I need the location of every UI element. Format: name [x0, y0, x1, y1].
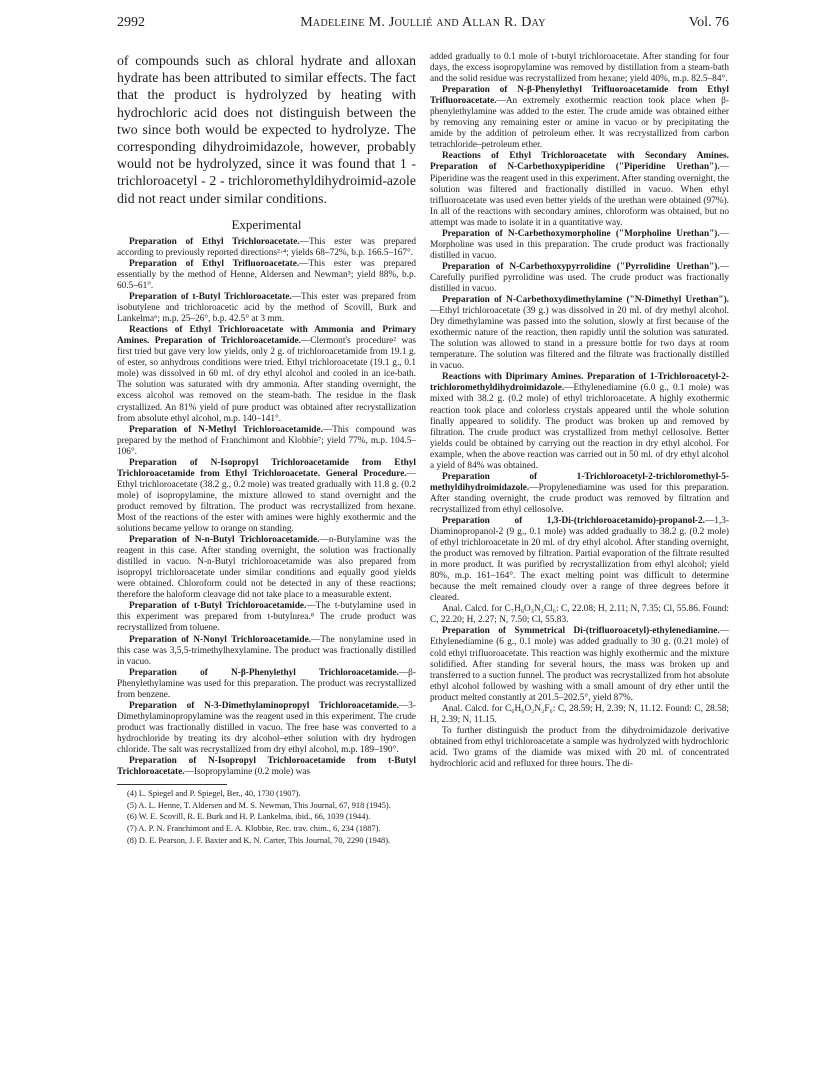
subheading: Preparation of t-Butyl Trichloroacetate. [129, 292, 292, 303]
paragraph [430, 516, 729, 604]
paragraph-text: —The t-butylamine used in this experiment was prepared from t-butylurea.⁸ The crude product was recrystallized from toluene. [117, 601, 416, 634]
paragraph-text: —Clermont's procedure² was first tried but gave very low yields, only 2 g. of trichloroacetamide from 19.1 g. of ester, so anhydrous conditions were tried. Ethyl trichloroacetate (19.1 g., 0.1 mole) was dissolved in 60 ml. of dry ethyl alcohol and cooled in an ice-bath. The solution was saturated with dry ammonia. After standing overnight, the excess alcohol was removed on the steam-bath. The residue in the flask crystallized. An 81% yield of pure product was obtained after recrystallization from absolute ethyl alcohol, m.p. 140–141°. [117, 336, 416, 424]
subheading: Preparation of 1-Trichloroacetyl-2-trichloromethyl-5-methyldihydroimidazole. [430, 471, 729, 493]
paragraph-text: —n-Butylamine was the reagent in this case. After standing overnight, the solution was fractionally distilled in vacuo. N-n-Butyl trichloroacetamide was also prepared from isopropyl trichloroacetate under similar conditions and equally good yields were obtained. Chloroform could not be detected in any of these reactions; therefore the haloform cleavage did not take place to a measurable extent. [117, 535, 416, 601]
footnote: (6) W. E. Scovill, R. E. Burk and H. P. Lankelma, ibid., 66, 1039 (1944). [127, 812, 371, 822]
paragraph-text: —This ester was prepared from isobutylene and trichloroacetic acid by the method of Scovill, Burk and Lankelma⁶; m.p. 25–26°, b.p. 42.5° at 3 mm. [117, 292, 417, 325]
footnote: (7) A. P. N. Franchimont and E. A. Klobbie, Rec. trav. chim., 6, 234 (1887). [127, 823, 381, 833]
subheading: Preparation of N-Carbethoxymorpholine ("Morpholine Urethan"). [442, 228, 720, 239]
paragraph-text: —1,3-Diaminopropanol-2 (9 g., 0.1 mole) was added gradually to 38.2 g. (0.2 mole) of ethyl trichloroacetate in 20 ml. of dry ethyl alcohol. After standing overnight, the product was removed by filtration. Partial evaporation of the filtrate resulted in more product. It was purified by recrystallization from ethyl alcohol; yield 80%, m.p. 161–164°. The exact melting point was difficult to determine because the melt remained cloudy over a range of three degrees before it cleared. [430, 515, 729, 604]
footnote-rule [117, 784, 227, 785]
paragraph [117, 668, 416, 701]
subheading: Reactions of Ethyl Trichloroacetate with Ammonia and Primary Amines. Preparation of Trichloroacetamide. [117, 325, 416, 347]
paragraph [117, 535, 416, 601]
paragraph: To further distinguish the product from the dihydroimidazole derivative obtained from ethyl trichloroacetate a sample was hydrolyzed with hydrochloric acid. Two grams of the diamide was mixed with 20 ml. of concentrated hydrochloric acid and refluxed for three hours. The di- [430, 725, 729, 769]
paragraph [117, 237, 416, 259]
running-head [117, 12, 729, 34]
subheading: Preparation of N-Nonyl Trichloroacetamide. [129, 634, 312, 645]
subheading: Reactions with Diprimary Amines. Preparation of 1-Trichloroacetyl-2-trichloromethyldihydroimidazole. [430, 372, 729, 394]
subheading: Preparation of N-Methyl Trichloroacetamide. [129, 424, 323, 435]
paragraph [117, 458, 416, 535]
paragraph [430, 262, 729, 295]
subheading: Preparation of N-n-Butyl Trichloroacetamide. [129, 535, 320, 546]
running-title: Madeleine M. Joullié and Allan R. Day [300, 15, 546, 30]
paragraph-text: —Ethyl trichloroacetate (39 g.) was dissolved in 20 ml. of dry methyl alcohol. Dry dimethylamine was passed into the solution, slowly at first because of the exothermic nature of the reaction, then rapidly until the solution was saturated. The solution was allowed to stand in a pressure bottle for two days at room temperature. The solution was filtered and the filtrate was fractionally distilled in vacuo. [430, 306, 729, 372]
footnote: (8) D. E. Pearson, J. F. Baxter and K. N. Carter, This Journal, 70, 2290 (1948). [127, 835, 391, 845]
paragraph-text: —Ethylenediamine (6.0 g., 0.1 mole) was mixed with 38.2 g. (0.2 mole) of ethyl trichloroacetate. A highly exothermic reaction took place and colorless crystals appeared until the whole solution finally appeared to solidify. The product was broken up and removed by filtration. The crude product was crystallized from methyl cellosolve. Better yields could be obtained by carrying out the reaction in dry ethyl alcohol. For example, when the above reaction was carried out in 50 ml. of dry ethyl alcohol a yield of 84% was obtained. [430, 383, 729, 471]
section-heading: Experimental [231, 216, 302, 232]
paragraph [117, 601, 416, 634]
subheading: Reactions of Ethyl Trichloroacetate with Secondary Amines. Preparation of N-Carbethoxypiperidine ("Piperidine Urethan"). [430, 151, 729, 173]
subheading: Preparation of N-Isopropyl Trichloroacetamide from Ethyl Trichloroacetamide from Ethyl Trichloroacetate. General Procedure. [117, 457, 416, 479]
subheading: Preparation of N-β-Phenylethyl Trichloroacetamide. [129, 667, 399, 678]
paragraph-text: —Isopropylamine (0.2 mole) was [184, 767, 311, 778]
subheading: Preparation of N-Carbethoxydimethylamine ("N-Dimethyl Urethan"). [442, 295, 729, 306]
subheading: Preparation of Symmetrical Di-(trifluoroacetyl)-ethylenediamine. [442, 626, 720, 637]
paragraph-text: —3-Dimethylaminopropylamine was the reagent used in this experiment. The crude product was fractionally distilled in vacuo. The free base was converted to a hydrochloride by treating its dry alcohol–ether solution with dry hydrogen chloride. The salt was recrystallized from dry ethyl alcohol, m.p. 189–190°. [117, 700, 416, 755]
paragraph-text: —Ethylenediamine (6 g., 0.1 mole) was added gradually to 30 g. (0.21 mole) of cold ethyl trifluoroacetate. This reaction was highly exothermic and the mixture solidified. After standing for several hours, the mass was broken up and transferred to a suction funnel. The product was recrystallized from hot absolute ethyl alcohol followed by washing with a small amount of dry ether until the product melted constantly at 201.5–202.5°, yield 87%. [430, 626, 729, 703]
left-column [117, 52, 416, 846]
right-column [430, 52, 729, 770]
paragraph [117, 292, 416, 325]
paragraph-continued: added gradually to 0.1 mole of t-butyl trichloroacetate. After standing for four days, the excess isopropylamine was removed by distillation from a steam-bath and the solid residue was recrystallized from hexane; yield 40%, m.p. 82.5–84°. [430, 52, 729, 85]
paragraph [430, 151, 729, 228]
subheading: Preparation of Ethyl Trichloroacetate. [129, 236, 300, 247]
paragraph [430, 85, 729, 151]
subheading: Preparation of Ethyl Trifluoroacetate. [129, 258, 300, 269]
paragraph-text: —This ester was prepared essentially by the method of Henne, Aldersen and Newman⁵; yield 88%, b.p. 60.5–61°. [117, 258, 417, 292]
subheading: Preparation of N-Carbethoxypyrrolidine ("Pyrrolidine Urethan"). [442, 261, 720, 272]
paragraph [430, 229, 729, 262]
paragraph-text: —Morpholine was used in this preparation. The crude product was fractionally distilled in vacuo. [430, 228, 729, 261]
paragraph-text: —Ethyl trichloroacetate (38.2 g., 0.2 mole) was treated gradually with 11.8 g. (0.2 mole) of isopropylamine, the mixture allowed to stand overnight and the product removed by filtration. The product was recrystallized from hexane. Most of the reactions of the ester with amines were highly exothermic and the solutions became yellow to orange on standing. [117, 468, 416, 535]
paragraph-text: —β-Phenylethylamine was used for this preparation. The product was recrystallized from benzene. [117, 667, 416, 700]
analysis-paragraph: Anal. Calcd. for C₆H₆O₂N₂F₆: C, 28.59; H, 2.39; N, 11.12. Found: C, 28.58; H, 2.39; N, 11.15. [430, 703, 729, 725]
subheading: Preparation of N-Isopropyl Trichloroacetamide from t-Butyl Trichloroacetate. [117, 756, 416, 778]
paragraph-text: —This ester was prepared according to previously reported directions²·⁴; yields 68–72%, b.p. 166.5–167°. [117, 236, 417, 258]
paragraph [430, 626, 729, 703]
paragraph [430, 295, 729, 372]
subheading: Preparation of N-3-Dimethylaminopropyl Trichloroacetamide. [129, 700, 399, 711]
paragraph [430, 472, 729, 516]
page-number: 2992 [117, 15, 145, 30]
paragraph-text: —Propylenediamine was used for this preparation. After standing overnight, the crude product was removed by filtration and recrystallized from ethyl cellosolve. [430, 482, 729, 515]
paragraph-text: —This compound was prepared by the method of Franchimont and Klobbie⁷; yield 77%, m.p. 104.5–106°. [117, 424, 416, 457]
footnote: (4) L. Spiegel and P. Spiegel, Ber., 40, 1730 (1907). [127, 789, 301, 799]
analysis-paragraph: Anal. Calcd. for C₇H₈O₃N₂Cl₆: C, 22.08; H, 2.11; N, 7.35; Cl, 55.86. Found: C, 22.20; H, 2.27; N, 7.50; Cl, 55.83. [430, 604, 729, 626]
paragraph-text: —An extremely exothermic reaction took place when β-phenylethylamine was added to the ester. The crude amide was obtained either by removing any remaining ester or amine in vacuo or by precipitating the amide by the addition of petroleum ether. It was recrystallized from carbon tetrachloride–petroleum ether. [430, 96, 729, 151]
footnote: (5) A. L. Henne, T. Aldersen and M. S. Newman, This Journal, 67, 918 (1945). [127, 800, 391, 810]
subheading: Preparation of t-Butyl Trichloroacetamide. [129, 601, 307, 612]
intro-paragraph: of compounds such as chloral hydrate and alloxan hydrate has been attributed to similar effects. The fact that the product is hydrolyzed by heating with hydrochloric acid does not distinguish between the two since both would be expected to hydrolyze. The corresponding dihydroimidazole, however, probably would not be hydrolyzed, since it was found that 1 - trichloroacetyl - 2 - trichloromethyldihydroimid-azole did not react under similar conditions. [117, 53, 416, 206]
volume-label: Vol. 76 [688, 15, 729, 30]
subheading: Preparation of 1,3-Di-(trichloroacetamido)-propanol-2. [442, 515, 705, 526]
paragraph-text: —The nonylamine used in this case was 3,5,5-trimethylhexylamine. The product was fractionally distilled in vacuo. [117, 634, 416, 667]
paragraph-text: —Piperidine was the reagent used in this experiment. After standing overnight, the solution was filtered and fractionally distilled in vacuo. When ethyl trifluoroacetate was used even better yields of the urethan were obtained (97%). In all of the reactions with secondary amines, chloroform was obtained, but no attempt was made to isolate it in a quantitative way. [430, 162, 729, 228]
paragraph [117, 425, 416, 458]
paragraph [430, 372, 729, 471]
paragraph [117, 259, 416, 292]
paragraph [117, 325, 416, 424]
subheading: Preparation of N-β-Phenylethyl Trifluoroacetamide from Ethyl Trifluoroacetate. [430, 85, 729, 107]
paragraph-text: —Carefully purified pyrrolidine was used. The crude product was fractionally distilled in vacuo. [430, 261, 729, 294]
paragraph [117, 756, 416, 778]
paragraph [117, 701, 416, 756]
paragraph [117, 635, 416, 668]
